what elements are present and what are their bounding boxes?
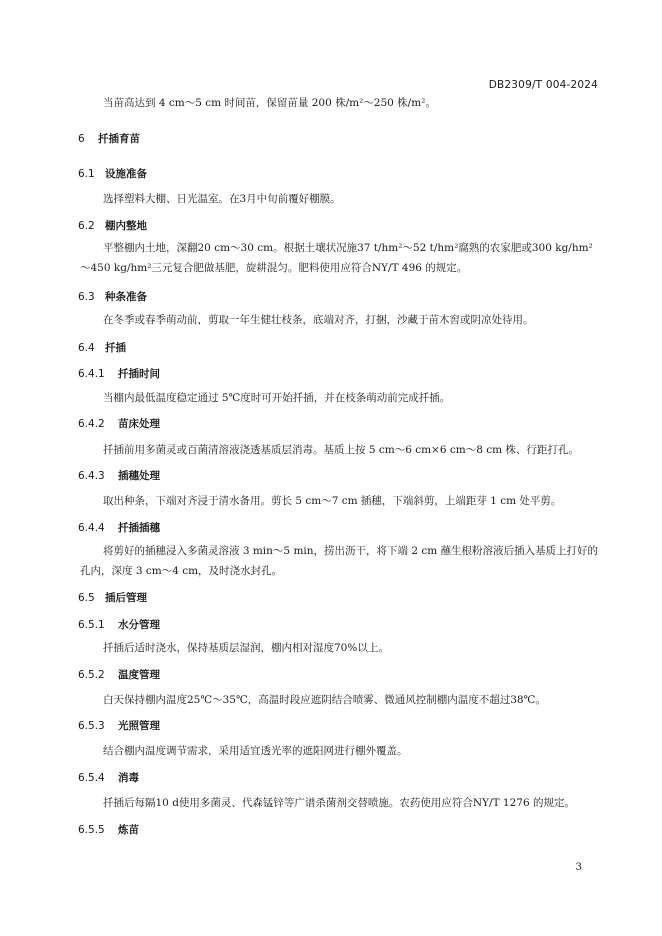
section-number: 6.5.1: [78, 619, 105, 631]
paragraph: 当苗高达到 4 cm～5 cm 时间苗，保留苗量 200 株/m²～250 株/m²。: [103, 97, 436, 109]
section-heading: [78, 218, 147, 233]
section-number: 6.5.2: [78, 669, 105, 681]
section-heading: [78, 770, 139, 785]
section-title: 扦插: [105, 342, 126, 354]
section-heading: [78, 590, 147, 605]
section-number: 6.4: [78, 342, 95, 354]
paragraph: 白天保持棚内温度25℃～35℃，高温时段应遮阴结合喷雾、微通风控制棚内温度不超过38℃。: [103, 694, 546, 706]
section-heading: [78, 366, 160, 381]
section-title: 消毒: [118, 772, 139, 784]
paragraph: 扦插后每隔10 d使用多菌灵、代森锰锌等广谱杀菌剂交替喷施。农药使用应符合NY/T 1276 的规定。: [103, 797, 575, 809]
section-heading: [78, 520, 160, 535]
section-title: 苗床处理: [118, 418, 160, 430]
section-number: 6.4.4: [78, 522, 105, 534]
section-number: 6.5: [78, 592, 95, 604]
page-number: 3: [575, 862, 582, 873]
section-title: 扦插插穗: [118, 522, 160, 534]
section-title: 插后管理: [105, 592, 147, 604]
section-number: 6.2: [78, 220, 95, 232]
section-heading: [78, 667, 160, 682]
paragraph: 当棚内最低温度稳定通过 5℃度时可开始扦插，并在枝条萌动前完成扦插。: [103, 392, 451, 404]
section-title: 光照管理: [118, 720, 160, 732]
section-heading: [78, 617, 160, 632]
paragraph: 将剪好的插穗浸入多菌灵溶液 3 min～5 min，捞出沥干，将下端 2 cm 蘸生根粉溶液后插入基质上打好的孔内，深度 3 cm～4 cm，及时浇水封孔。: [80, 545, 599, 577]
section-heading: [78, 166, 147, 181]
paragraph: 扦插前用多菌灵或百菌清溶液浇透基质层消毒。基质上按 5 cm～6 cm×6 cm～8 cm 株、行距打孔。: [103, 444, 579, 456]
section-number: 6.3: [78, 291, 95, 303]
paragraph: 平整棚内土地，深翻20 cm～30 cm。根据土壤状况施37 t/hm²～52 t/hm²腐熟的农家肥或300 kg/hm²～450 kg/hm²三元复合肥做基肥，旋耕混匀。肥料使用应符合NY/T 496 的规定。: [80, 242, 593, 274]
section-heading: [78, 289, 147, 304]
paragraph: 选择塑料大棚、日光温室。在3月中旬前覆好棚膜。: [103, 193, 341, 205]
section-number: 6: [78, 133, 85, 145]
section-number: 6.4.3: [78, 470, 105, 482]
section-number: 6.4.2: [78, 418, 105, 430]
section-title: 设施准备: [105, 168, 147, 180]
section-heading: [78, 468, 160, 483]
section-number: 6.5.5: [78, 824, 105, 836]
section-heading: [78, 718, 160, 733]
section-heading: [78, 340, 126, 355]
section-title: 插穗处理: [118, 470, 160, 482]
section-title: 扦插时间: [118, 368, 160, 380]
section-title: 温度管理: [118, 669, 160, 681]
section-heading: [78, 822, 139, 837]
section-number: 6.5.4: [78, 772, 105, 784]
section-title: 棚内整地: [105, 220, 147, 232]
section-title: 水分管理: [118, 619, 160, 631]
section-title: 扦插育苗: [98, 133, 140, 145]
section-title: 种条准备: [105, 291, 147, 303]
document-code: DB2309/T 004-2024: [488, 79, 598, 91]
section-number: 6.1: [78, 168, 95, 180]
paragraph: 结合棚内温度调节需求，采用适宜透光率的遮阳网进行棚外覆盖。: [103, 745, 408, 757]
section-number: 6.5.3: [78, 720, 105, 732]
paragraph: 扦插后适时浇水，保持基质层湿润，棚内相对湿度70%以上。: [103, 642, 389, 654]
paragraph: 取出种条，下端对齐浸于清水备用。剪长 5 cm～7 cm 插穗，下端斜剪，上端距芽 1 cm 处平剪。: [103, 495, 562, 507]
section-number: 6.4.1: [78, 368, 105, 380]
paragraph: 在冬季或春季萌动前，剪取一年生健壮枝条，底端对齐，打捆，沙藏于苗木窖或阴凉处待用。: [103, 314, 534, 326]
section-heading: [78, 131, 140, 146]
section-heading: [78, 416, 160, 431]
section-title: 炼苗: [118, 824, 139, 836]
